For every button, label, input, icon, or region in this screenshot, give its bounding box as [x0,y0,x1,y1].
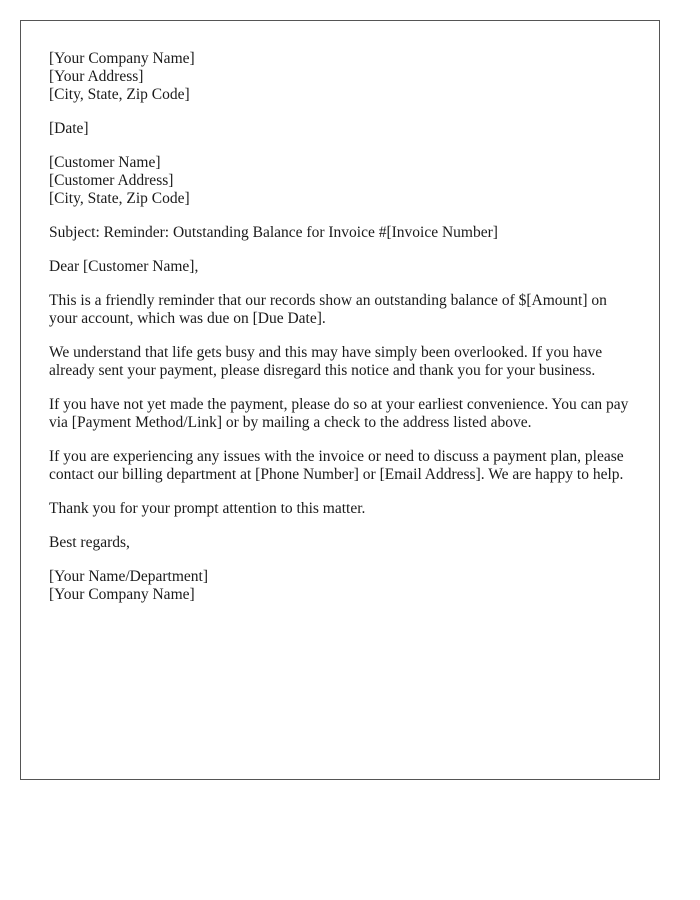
body-paragraph-2: We understand that life gets busy and this may have simply been overlooked. If you have already sent your payment, please disregard this notice and thank you for your business. [49,344,603,379]
sender-company: [Your Company Name] [49,50,195,67]
recipient-address: [Customer Address] [49,172,174,189]
recipient-city-state-zip: [City, State, Zip Code] [49,190,190,207]
signature-block [49,568,631,604]
sender-city-state-zip: [City, State, Zip Code] [49,86,190,103]
recipient-block [49,154,631,208]
signature-name: [Your Name/Department] [49,568,208,585]
signature-company: [Your Company Name] [49,586,195,603]
body-paragraph-1: This is a friendly reminder that our records show an outstanding balance of $[Amount] on your account, which was due on [Due Date]. [49,292,607,327]
subject-line: Subject: Reminder: Outstanding Balance for Invoice #[Invoice Number] [49,224,498,241]
greeting: Dear [Customer Name], [49,258,199,275]
body-paragraph-5: Thank you for your prompt attention to this matter. [49,500,366,517]
letter-date: [Date] [49,120,89,137]
recipient-name: [Customer Name] [49,154,161,171]
closing: Best regards, [49,534,130,551]
body-paragraph-3: If you have not yet made the payment, please do so at your earliest convenience. You can pay via [Payment Method/Link] or by mailing a check to the address listed above. [49,396,629,431]
body-paragraph-4: If you are experiencing any issues with the invoice or need to discuss a payment plan, please contact our billing department at [Phone Number] or [Email Address]. We are happy to help. [49,448,624,483]
date-block [49,120,631,138]
letter-page [20,20,660,780]
sender-block [49,50,631,104]
sender-address: [Your Address] [49,68,144,85]
